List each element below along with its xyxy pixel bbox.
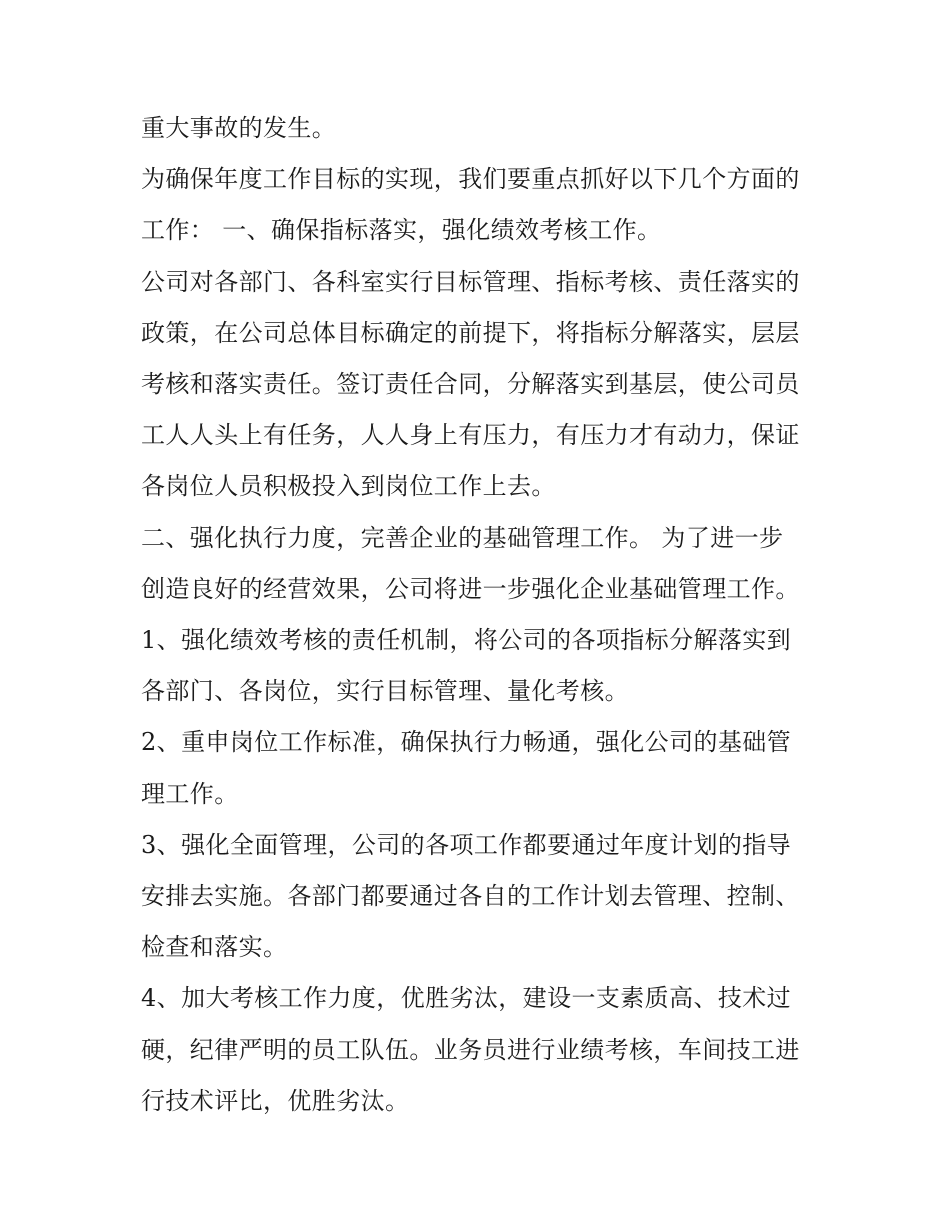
text-line: 政策，在公司总体目标确定的前提下，将指标分解落实，层层 bbox=[141, 318, 800, 347]
text-line: 考核和落实责任。签订责任合同，分解落实到基层，使公司员 bbox=[141, 370, 800, 399]
text-line: 各岗位人员积极投入到岗位工作上去。 bbox=[141, 472, 556, 501]
document-body bbox=[141, 103, 821, 1127]
text-line: 安排去实施。各部门都要通过各自的工作计划去管理、控制、 bbox=[141, 882, 800, 911]
text-line: 3、强化全面管理，公司的各项工作都要通过年度计划的指导 bbox=[141, 830, 792, 859]
text-line: 重大事故的发生。 bbox=[141, 114, 337, 142]
text-line: 4、加大考核工作力度，优胜劣汰，建设一支素质高、技术过 bbox=[141, 984, 792, 1013]
text-line: 1、强化绩效考核的责任机制，将公司的各项指标分解落实到 bbox=[141, 626, 792, 655]
text-line: 为确保年度工作目标的实现，我们要重点抓好以下几个方面的 bbox=[141, 165, 800, 194]
text-line: 创造良好的经营效果，公司将进一步强化企业基础管理工作。 bbox=[141, 574, 800, 603]
text-line: 理工作。 bbox=[141, 779, 239, 808]
text-line: 公司对各部门、各科室实行目标管理、指标考核、责任落实的 bbox=[141, 267, 800, 296]
text-line: 检查和落实。 bbox=[141, 933, 288, 962]
text-line: 硬，纪律严明的员工队伍。业务员进行业绩考核，车间技工进 bbox=[141, 1035, 800, 1064]
text-line: 行技术评比，优胜劣汰。 bbox=[141, 1086, 410, 1115]
text-line: 工人人头上有任务，人人身上有压力，有压力才有动力，保证 bbox=[141, 421, 800, 450]
text-line: 工作： 一、确保指标落实，强化绩效考核工作。 bbox=[141, 216, 662, 245]
text-line: 2、重申岗位工作标准，确保执行力畅通，强化公司的基础管 bbox=[141, 728, 792, 757]
text-line: 各部门、各岗位，实行目标管理、量化考核。 bbox=[141, 677, 629, 706]
text-line: 二、强化执行力度，完善企业的基础管理工作。 为了进一步 bbox=[141, 523, 784, 552]
